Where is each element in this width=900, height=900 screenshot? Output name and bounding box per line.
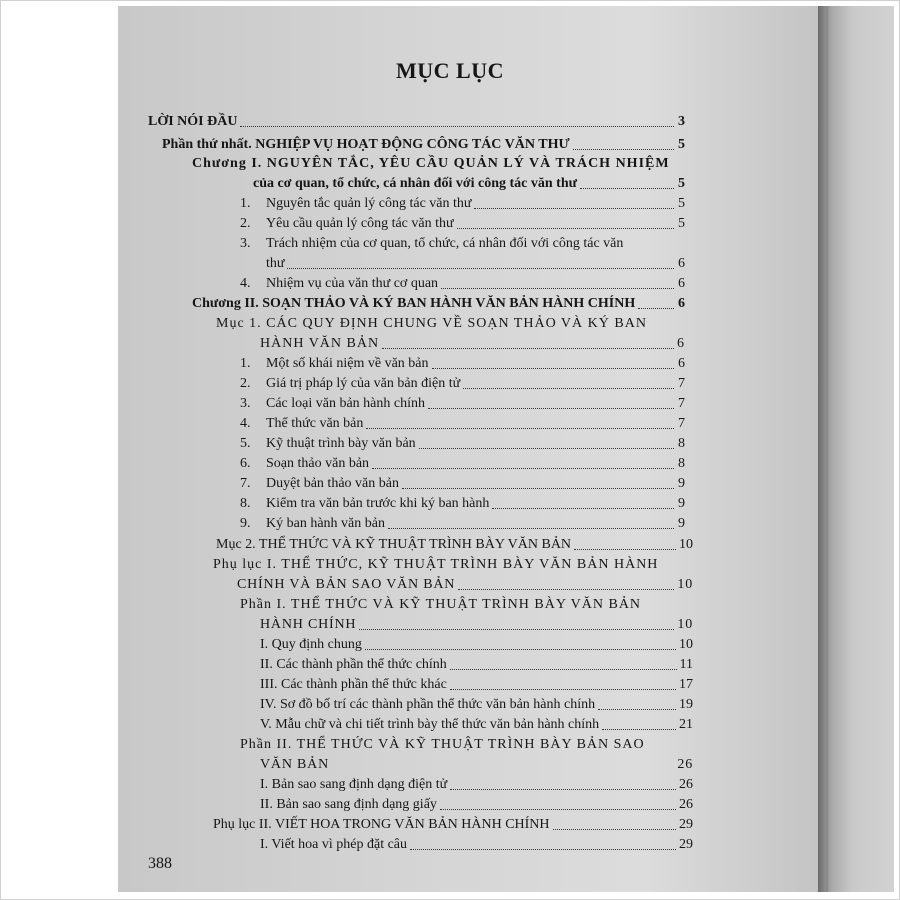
dot-leader — [372, 468, 674, 469]
toc-entry-title: HÀNH CHÍNH — [260, 617, 357, 632]
toc-page-number: 29 — [679, 817, 693, 832]
dot-leader — [492, 508, 674, 509]
toc-page-number: 9 — [678, 516, 685, 531]
toc-entry-2-3 — [240, 396, 685, 412]
toc-page-number: 10 — [679, 637, 693, 652]
toc-entry-section-1 — [260, 336, 685, 352]
dot-leader — [428, 408, 674, 409]
toc-item-number: 5. — [240, 436, 251, 451]
toc-entry-part-one — [162, 137, 685, 153]
toc-page-number: 5 — [678, 216, 685, 231]
dot-leader — [457, 228, 674, 229]
dot-leader — [574, 549, 676, 550]
toc-entry-3-1 — [260, 637, 693, 653]
toc-page-number: 21 — [679, 717, 693, 732]
toc-entry-2-7 — [240, 476, 685, 492]
dot-leader — [441, 288, 674, 289]
toc-page-number: 19 — [679, 697, 693, 712]
toc-entry-title: HÀNH VĂN BẢN — [260, 336, 380, 351]
dot-leader — [388, 528, 674, 529]
dot-leader — [432, 368, 674, 369]
toc-entry-4-1 — [260, 777, 693, 793]
toc-page-number: 17 — [679, 677, 693, 692]
toc-entry-3-2 — [260, 657, 693, 673]
toc-entry-1-1 — [240, 196, 685, 212]
toc-entry-title: thư — [266, 256, 285, 271]
toc-entry-part-1 — [260, 617, 693, 633]
toc-page-number: 7 — [678, 416, 685, 431]
toc-item-number: 1. — [240, 356, 251, 371]
toc-page-number: 8 — [678, 456, 685, 471]
page-number: 388 — [148, 855, 172, 872]
toc-page-number: 6 — [678, 256, 685, 271]
dot-leader — [602, 729, 676, 730]
dot-leader — [365, 649, 676, 650]
toc-entry-title: Kiểm tra văn bản trước khi ký ban hành — [266, 496, 490, 511]
toc-entry-part-2 — [260, 757, 693, 773]
toc-entry-title: V. Mẫu chữ và chi tiết trình bày thể thức văn bản hành chính — [260, 717, 600, 732]
toc-page-number: 10 — [677, 577, 693, 592]
toc-entry-section-2 — [216, 537, 693, 553]
toc-entry-appendix-1-line1: Phụ lục I. THỂ THỨC, KỸ THUẬT TRÌNH BÀY VĂN BẢN HÀNH — [213, 557, 659, 572]
toc-page-number: 9 — [678, 496, 685, 511]
dot-leader — [463, 388, 674, 389]
toc-entry-title: Yêu cầu quản lý công tác văn thư — [266, 216, 454, 231]
toc-entry-title: Thể thức văn bản — [266, 416, 364, 431]
toc-page-number: 6 — [678, 276, 685, 291]
toc-entry-title: của cơ quan, tổ chức, cá nhân đối với công tác văn thư — [253, 176, 578, 191]
toc-page-number: 26 — [679, 777, 693, 792]
toc-entry-2-9 — [240, 516, 685, 532]
dot-leader — [553, 829, 676, 830]
toc-entry-part-1-line1: Phần I. THỂ THỨC VÀ KỸ THUẬT TRÌNH BÀY VĂN BẢN — [240, 597, 642, 612]
toc-entry-title: Chương II. SOẠN THẢO VÀ KÝ BAN HÀNH VĂN BẢN HÀNH CHÍNH — [192, 296, 636, 311]
dot-leader — [410, 849, 676, 850]
toc-entry-chapter-2 — [192, 296, 685, 312]
toc-entry-appendix-2 — [213, 817, 693, 833]
toc-entry-title: I. Quy định chung — [260, 637, 362, 652]
toc-page-number: 10 — [679, 537, 693, 552]
toc-entry-title: Kỹ thuật trình bày văn bản — [266, 436, 416, 451]
dot-leader — [450, 789, 676, 790]
toc-page-number: 9 — [678, 476, 685, 491]
toc-page-number: 26 — [679, 797, 693, 812]
toc-entry-title: Nhiệm vụ của văn thư cơ quan — [266, 276, 439, 291]
toc-entry-2-6 — [240, 456, 685, 472]
toc-entry-title: LỜI NÓI ĐẦU — [148, 114, 238, 129]
toc-entry-title: Các loại văn bản hành chính — [266, 396, 426, 411]
toc-entry-title: Phần thứ nhất. NGHIỆP VỤ HOẠT ĐỘNG CÔNG TÁC VĂN THƯ — [162, 137, 570, 152]
toc-entry-title: Duyệt bản thảo văn bản — [266, 476, 399, 491]
toc-entry-title: Phụ lục II. VIẾT HOA TRONG VĂN BẢN HÀNH CHÍNH — [213, 817, 550, 832]
toc-page-number: 5 — [678, 196, 685, 211]
toc-item-number: 7. — [240, 476, 251, 491]
toc-entry-3-4 — [260, 697, 693, 713]
toc-page-number: 7 — [678, 376, 685, 391]
toc-entry-5-1 — [260, 837, 693, 853]
toc-entry-title: II. Các thành phần thể thức chính — [260, 657, 447, 672]
toc-entry-title: Mục 2. THỂ THỨC VÀ KỸ THUẬT TRÌNH BÀY VĂN BẢN — [216, 537, 572, 552]
toc-item-number: 2. — [240, 376, 251, 391]
dot-leader — [450, 689, 676, 690]
toc-entry-title: Nguyên tắc quản lý công tác văn thư — [266, 196, 472, 211]
toc-entry-2-4 — [240, 416, 685, 432]
toc-page-number: 6 — [678, 356, 685, 371]
toc-entry-title: Soạn thảo văn bản — [266, 456, 370, 471]
toc-entry-4-2 — [260, 797, 693, 813]
toc-entry-title: III. Các thành phần thể thức khác — [260, 677, 447, 692]
toc-entry-chapter-1 — [253, 176, 685, 192]
dot-leader — [366, 428, 674, 429]
toc-page-number: 6 — [678, 296, 685, 311]
toc-page-number: 6 — [677, 336, 685, 351]
toc-item-number: 2. — [240, 216, 251, 231]
toc-item-number: 4. — [240, 276, 251, 291]
toc-entry-title: Ký ban hành văn bản — [266, 516, 385, 531]
dot-leader — [573, 149, 674, 150]
toc-entry-title: Một số khái niệm về văn bản — [266, 356, 429, 371]
toc-entry-section-1-line1: Mục 1. CÁC QUY ĐỊNH CHUNG VỀ SOẠN THẢO VÀ KÝ BAN — [216, 316, 647, 331]
toc-entry-1-4 — [240, 276, 685, 292]
dot-leader — [474, 208, 674, 209]
toc-item-number: 9. — [240, 516, 251, 531]
toc-entry-1-2 — [240, 216, 685, 232]
dot-leader — [598, 709, 676, 710]
toc-item-number: 8. — [240, 496, 251, 511]
next-page-edge — [818, 6, 894, 892]
dot-leader — [638, 308, 674, 309]
toc-entry-2-1 — [240, 356, 685, 372]
toc-entry-title: I. Viết hoa vì phép đặt câu — [260, 837, 408, 852]
dot-leader — [240, 126, 674, 127]
toc-entry-title: Giá trị pháp lý của văn bản điện tử — [266, 376, 461, 391]
dot-leader — [458, 589, 674, 590]
dot-leader — [382, 348, 674, 349]
toc-page-number: 11 — [679, 657, 693, 672]
toc-entry-title: I. Bản sao sang định dạng điện tử — [260, 777, 448, 792]
toc-entry-title: CHÍNH VÀ BẢN SAO VĂN BẢN — [237, 577, 456, 592]
dot-leader — [359, 629, 674, 630]
dot-leader — [580, 188, 674, 189]
toc-entry-chapter-1-line1: Chương I. NGUYÊN TẮC, YÊU CẦU QUẢN LÝ VÀ TRÁCH NHIỆM — [192, 156, 670, 171]
toc-entry-1-3 — [266, 256, 685, 272]
dot-leader — [440, 809, 676, 810]
toc-page-number: 26 — [677, 757, 693, 772]
toc-item-number: 6. — [240, 456, 251, 471]
toc-entry-preface — [148, 114, 685, 130]
toc-item-number: 4. — [240, 416, 251, 431]
toc-item-number: 3. — [240, 236, 251, 251]
toc-entry-2-8 — [240, 496, 685, 512]
toc-page-number: 7 — [678, 396, 685, 411]
dot-leader — [402, 488, 674, 489]
toc-entry-title: Trách nhiệm của cơ quan, tổ chức, cá nhân đối với công tác văn — [266, 236, 624, 251]
dot-leader — [450, 669, 677, 670]
page-title: MỤC LỤC — [396, 58, 504, 83]
toc-entry-3-3 — [260, 677, 693, 693]
toc-page-number: 5 — [678, 137, 685, 152]
toc-entry-2-5 — [240, 436, 685, 452]
dot-leader — [419, 448, 674, 449]
toc-page-number: 8 — [678, 436, 685, 451]
toc-entry-2-2 — [240, 376, 685, 392]
toc-page-number: 29 — [679, 837, 693, 852]
toc-entry-part-2-line1: Phần II. THỂ THỨC VÀ KỸ THUẬT TRÌNH BÀY BẢN SAO — [240, 737, 645, 752]
toc-entry-1-3-line1 — [240, 236, 623, 252]
toc-page-number: 5 — [678, 176, 685, 191]
toc-item-number: 3. — [240, 396, 251, 411]
toc-entry-3-5 — [260, 717, 693, 733]
toc-entry-appendix-1 — [237, 577, 693, 593]
toc-page-number: 10 — [677, 617, 693, 632]
dot-leader — [287, 268, 674, 269]
toc-item-number: 1. — [240, 196, 251, 211]
toc-entry-title: IV. Sơ đồ bố trí các thành phần thể thức văn bản hành chính — [260, 697, 596, 712]
toc-entry-title: II. Bản sao sang định dạng giấy — [260, 797, 437, 812]
toc-page-number: 3 — [678, 114, 685, 129]
toc-entry-title: VĂN BẢN — [260, 757, 329, 772]
